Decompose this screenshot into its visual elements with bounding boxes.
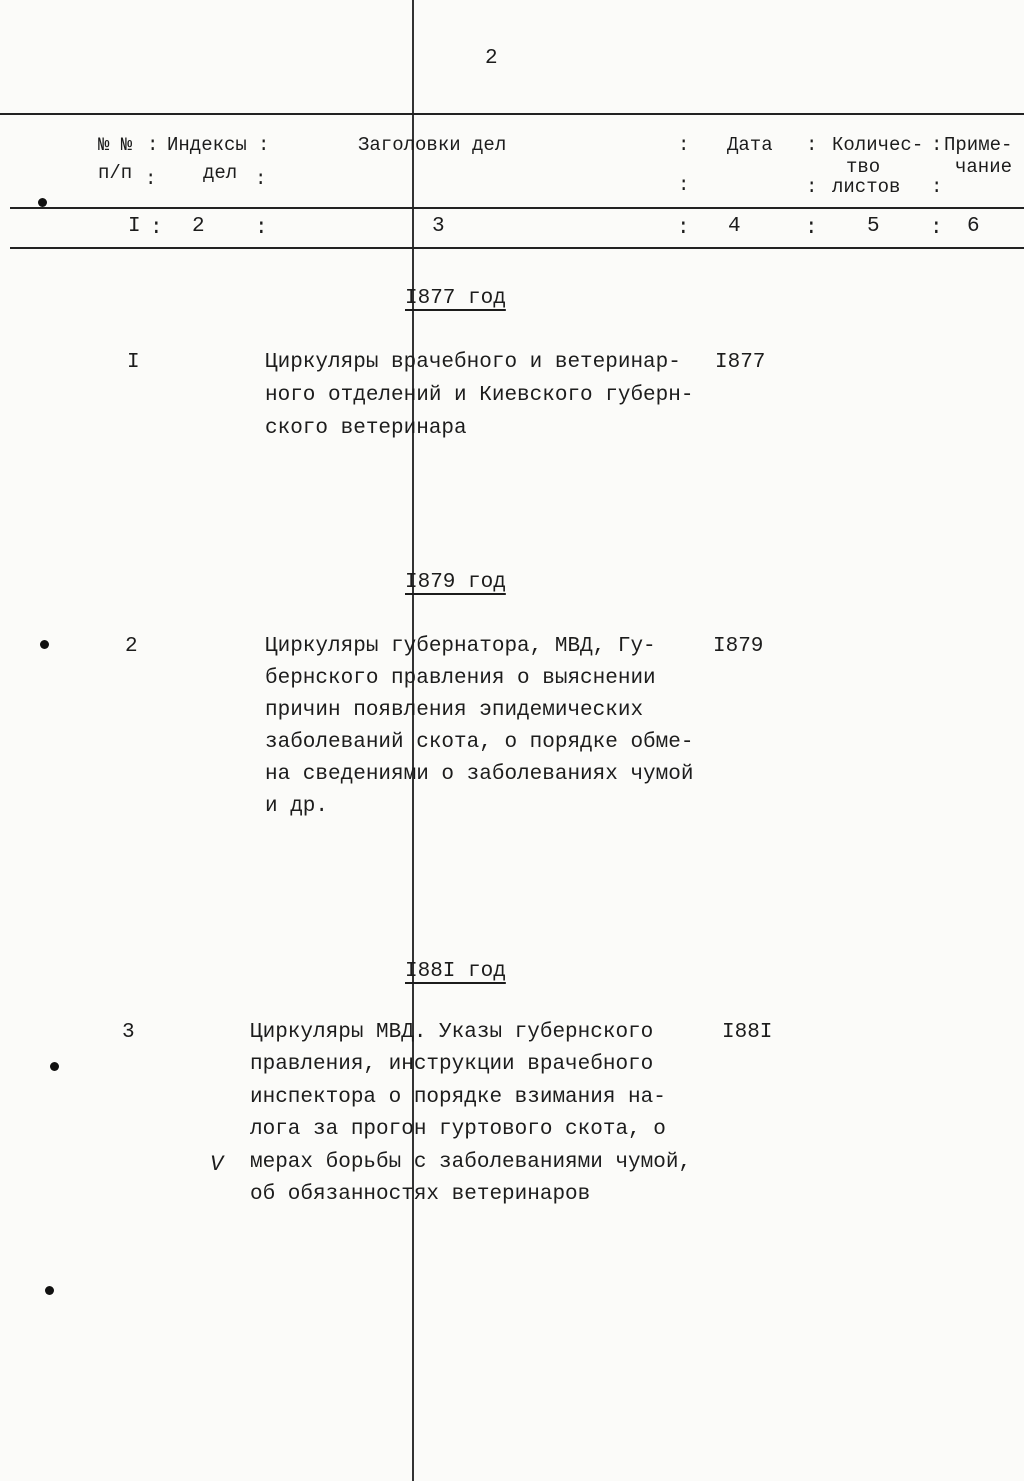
punch-hole-mark <box>50 1062 59 1071</box>
year-heading: I88I год <box>405 960 506 983</box>
entry-title-line: лога за прогон гуртового скота, о <box>250 1118 666 1142</box>
entry-title-line: ского ветеринара <box>265 417 467 440</box>
punch-hole-mark <box>38 198 47 207</box>
colnum-1: I <box>128 215 141 238</box>
col2-line2: дел <box>203 162 238 184</box>
colnum-3: 3 <box>432 215 445 238</box>
entry-date: I88I <box>722 1021 773 1044</box>
entry-title-line: бернского правления о выяснении <box>265 667 656 690</box>
entry-title-line: ного отделений и Киевского губерн- <box>265 384 694 407</box>
col3-title: Заголовки дел <box>358 134 507 156</box>
entry-number: 2 <box>125 635 138 658</box>
colnum-5: 5 <box>867 215 880 238</box>
col4-title: Дата <box>727 134 773 156</box>
entry-title-line: и др. <box>265 795 329 818</box>
punch-hole-mark <box>40 640 49 649</box>
entry-title-line: правления, инструкции врачебного <box>250 1053 654 1077</box>
col1-line2: п/п <box>98 162 133 184</box>
entry-title-line: об обязанностях ветеринаров <box>250 1183 591 1206</box>
entry-title-line: Циркуляры врачебного и ветеринар- <box>265 351 681 374</box>
year-heading: I877 год <box>405 287 506 310</box>
table-header-rule <box>10 207 1024 209</box>
col1-line1: № № <box>98 134 133 156</box>
table-numbers-rule <box>10 247 1024 249</box>
entry-title-line: на сведениями о заболеваниях чумой <box>265 763 694 786</box>
entry-title-line: мерах борьбы с заболеваниями чумой, <box>250 1150 692 1174</box>
page-number: 2 <box>485 47 498 70</box>
year-heading: I879 год <box>405 571 506 594</box>
entry-number: 3 <box>122 1021 135 1044</box>
col2-line1: Индексы <box>167 134 247 156</box>
col5-line1: Количес- <box>832 134 924 156</box>
colnum-6: 6 <box>967 215 980 238</box>
entry-date: I879 <box>713 635 764 658</box>
entry-title-line: причин появления эпидемических <box>265 699 644 722</box>
entry-title-line: Циркуляры губернатора, МВД, Гу- <box>265 635 656 658</box>
col5-line2: тво <box>846 156 881 178</box>
table-top-rule <box>0 113 1024 115</box>
entry-title-line: Циркуляры МВД. Указы губернского <box>250 1021 654 1044</box>
col5-line3: листов <box>832 176 901 198</box>
entry-title-line: инспектора о порядке взимания на- <box>250 1085 666 1109</box>
colnum-2: 2 <box>192 215 205 238</box>
col6-line2: чание <box>955 156 1013 178</box>
entry-number: I <box>127 351 140 374</box>
entry-date: I877 <box>715 351 766 374</box>
col6-line1: Приме- <box>944 134 1013 156</box>
colnum-4: 4 <box>728 215 741 238</box>
margin-check-mark: V <box>210 1152 224 1177</box>
entry-title-line: заболеваний скота, о порядке обме- <box>265 731 694 754</box>
punch-hole-mark <box>45 1286 54 1295</box>
